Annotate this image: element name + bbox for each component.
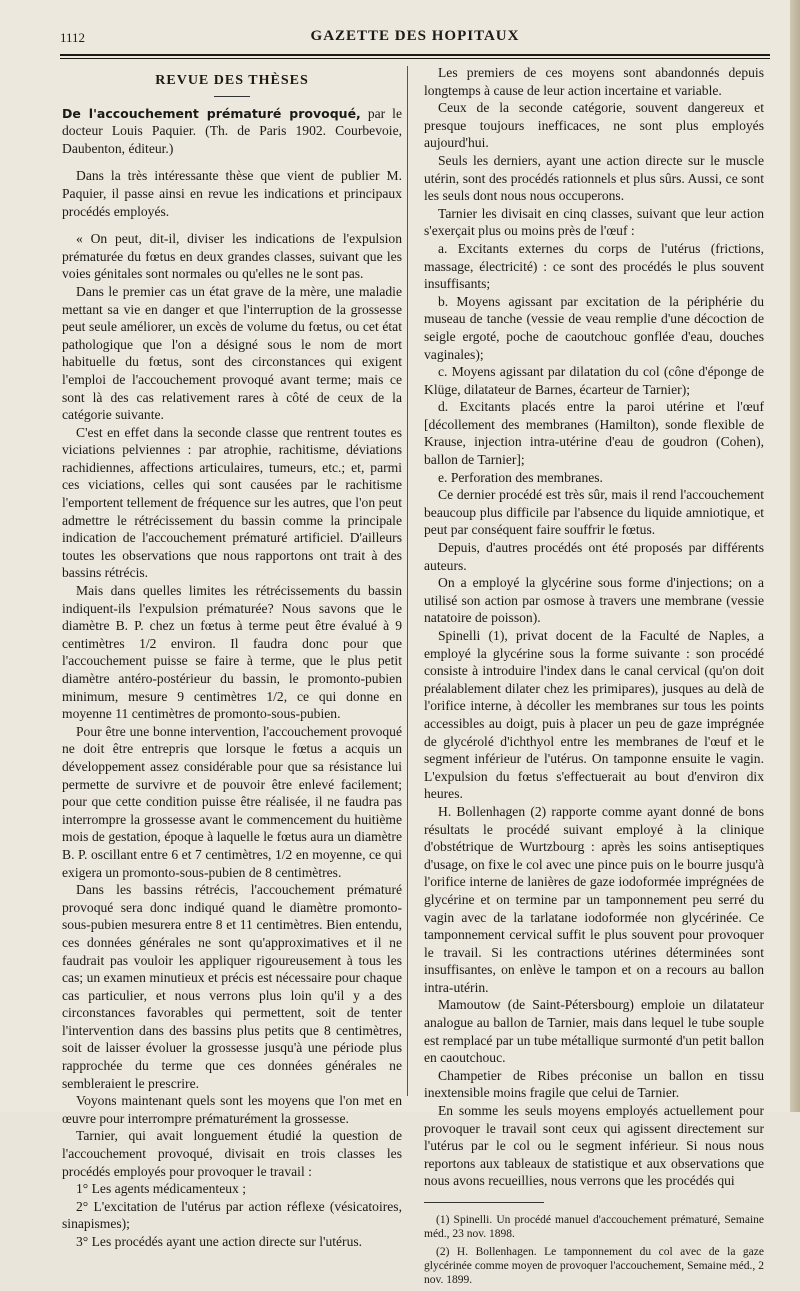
paragraph: En somme les seuls moyens employés actuellement pour provoquer le travail sont ceux qui agissent directement sur l'utérus par le col ou le segment inférieur. Si nous nous reportons aux tableaux de statistique et aux observations que nous avons recueillies, nous verrons que les procédés qui xyxy=(424,1103,764,1189)
paragraph: Pour être une bonne intervention, l'accouchement provoqué ne doit être entrepris que lorsque le fœtus a acquis un développement assez considérable pour que sa résistance lui permette de survivre et de pouvoir être enlevé facilement; pour que cette condition puisse être réalisée, il ne faudra pas interrompre la grossesse avant le commencement du huitième mois de gestation, époque à laquelle le fœtus aura un diamètre B. P. oscillant entre 6 et 7 centimètres, 1/2 en moyenne, ce qui exigera un promonto-sous-pubien de 8 centimètres. xyxy=(62,723,402,880)
page-number: 1112 xyxy=(60,30,86,45)
list-item: 1° Les agents médicamenteux ; xyxy=(76,1181,247,1197)
right-column xyxy=(424,64,764,1291)
journal-title: GAZETTE DES HOPITAUX xyxy=(310,28,520,44)
paragraph: Depuis, d'autres procédés ont été proposés par différents auteurs. xyxy=(424,540,764,573)
reference-title: De l'accouchement prématuré provoqué, xyxy=(62,105,361,121)
paragraph: Dans la très intéressante thèse que vient de publier M. Paquier, il passe ainsi en revue les indications et principaux procédés employés. xyxy=(62,168,402,219)
paragraph: Ce dernier procédé est très sûr, mais il rend l'accouchement beaucoup plus difficile par l'absence du liquide amniotique, et peut par conséquent faire souffrir le fœtus. xyxy=(424,487,764,538)
list-item: a. Excitants externes du corps de l'utérus (frictions, massage, électricité) : ce sont des procédés le plus souvent insuffisants; xyxy=(424,240,764,292)
page-edge xyxy=(790,0,800,1112)
paragraph: Ceux de la seconde catégorie, souvent dangereux et presque toujours inefficaces, ne sont plus employés aujourd'hui. xyxy=(424,100,764,151)
footnote: (1) Spinelli. Un procédé manuel d'accouchement prématuré, Semaine méd., 23 nov. 1898. xyxy=(424,1214,764,1240)
paragraph: Dans les bassins rétrécis, l'accouchement prématuré provoqué sera donc indiqué quand le diamètre promonto-sous-pubien mesurera entre 8 et 11 centimètres. Bien entendu, ces données générales ne sont qu'approximatives et il ne faudrait pas vouloir les appliquer rigoureusement à tous les cas; un examen minutieux et précis est nécessaire pour chaque cas particulier, et nous verrons plus loin qu'il y a des circonstances favorables qui permettent, soit de tenter l'intervention dans des bassins plus petits que 8 centimètres, soit de laisser évoluer la grossesse jusqu'à une période plus rapprochée du terme que ces données générales ne sembleraient le prescrire. xyxy=(62,882,402,1091)
paragraph: Seuls les derniers, ayant une action directe sur le muscle utérin, sont des procédés rationnels et plus sûrs. Aussi, ce sont les seuls dont nous nous occuperons. xyxy=(424,152,764,204)
list-item: 3° Les procédés ayant une action directe sur l'utérus. xyxy=(76,1234,363,1249)
paragraph: Les premiers de ces moyens sont abandonnés depuis longtemps à cause de leur action incertaine et variable. xyxy=(424,65,764,98)
left-column xyxy=(62,64,402,1251)
title-divider xyxy=(214,96,250,97)
paragraph: Dans le premier cas un état grave de la mère, une maladie mettant sa vie en danger et que l'interruption de la grossesse peut seule améliorer, un excès de volume du fœtus, ou cet état pathologique que l'on a désigné sous le nom de mort habituelle du fœtus, sont des circonstances qui exigent l'emploi de l'accouchement provoqué avant terme; mais ce sont là des cas relativement rares à côté de ceux de la catégorie suivante. xyxy=(62,283,402,423)
list-item: b. Moyens agissant par excitation de la périphérie du museau de tanche (vessie de veau remplie d'une décoction de seigle ergoté, poche de caoutchouc gonflée d'eau, douches vaginales); xyxy=(424,293,764,362)
paragraph: « On peut, dit-il, diviser les indications de l'expulsion prématurée du fœtus en deux grandes classes, suivant que les voies génitales sont normales ou qu'elles ne le sont pas. xyxy=(62,231,402,282)
paragraph: H. Bollenhagen (2) rapporte comme ayant donné de bons résultats le procédé suivant employé à la clinique d'obstétrique de Wurtzbourg : après les soins antiseptiques d'usage, on fixe le col avec une pince puis on le bourre jusqu'à l'orifice interne de lanières de gaze iodoformée imprégnées de glycérine et on termine par un tamponnement peu serré du vagin avec de la tarlatane iodoformée non glycérinée. Ce tamponnement cervical suffit le plus souvent pour provoquer le travail. Si les contractions utérines déterminées sont insuffisantes, on enlève le tampon et on a recours au ballon intra-utérin. xyxy=(424,803,764,995)
section-title: REVUE DES THÈSES xyxy=(155,73,309,88)
list-item: c. Moyens agissant par dilatation du col (cône d'éponge de Klüge, dilatateur de Barnes, écarteur de Tarnier); xyxy=(424,364,764,397)
page-header xyxy=(60,30,770,52)
reference-details: par le docteur Louis Paquier. (Th. de Paris 1902. Courbevoie, Daubenton, éditeur.) xyxy=(62,105,402,156)
paragraph: Champetier de Ribes préconise un ballon en tissu inextensible moins fragile que celui de Tarnier. xyxy=(424,1067,764,1101)
paragraph: On a employé la glycérine sous forme d'injections; on a utilisé son action par osmose à travers une membrane (vessie natatoire de poisson). xyxy=(424,575,764,626)
list-item: 2° L'excitation de l'utérus par action réflexe (vésicatoires, sinapismes); xyxy=(62,1198,402,1232)
thesis-reference xyxy=(62,105,402,158)
paragraph: Tarnier les divisait en cinq classes, suivant que leur action s'exerçait plus ou moins près de l'œuf : xyxy=(424,205,764,239)
header-rule xyxy=(60,54,770,56)
header-rule-thin xyxy=(60,58,770,59)
list-item: e. Perforation des membranes. xyxy=(438,469,603,485)
column-divider xyxy=(407,66,408,1096)
list-item: d. Excitants placés entre la paroi utérine et l'œuf [décollement des membranes (Hamilton), sonde flexible de Krause, injection intra-utérine d'eau de goudron (Cohen), ballon de Tarnier]; xyxy=(424,399,764,468)
paragraph: Mais dans quelles limites les rétrécissements du bassin indiquent-ils l'expulsion prématurée? Nous savons que le diamètre B. P. chez un fœtus à terme peut être évalué à 9 centimètres 1/2 environ. Il faudra donc pour que l'accouchement puisse se faire à terme, que le plus petit diamètre antéro-postérieur du bassin, le promonto-pubien minimum, mesure 9 centimètres 1/2, ce qui donne en moyenne 11 centimètres de promonto-sous-pubien. xyxy=(62,583,402,722)
paragraph: Mamoutow (de Saint-Pétersbourg) emploie un dilatateur analogue au ballon de Tarnier, mais dans lequel le tube souple est remplacé par un tube métallique surmonté d'un petit ballon en caoutchouc. xyxy=(424,997,764,1066)
footnote: (2) H. Bollenhagen. Le tamponnement du col avec de la gaze glycérinée comme moyen de provoquer l'accouchement, Semaine méd., 2 nov. 1899. xyxy=(424,1246,764,1286)
paragraph: Spinelli (1), privat docent de la Faculté de Naples, a employé la glycérine sous la forme suivante : son procédé consiste à introduire l'index dans le canal cervical (qu'on doit préalablement dilater chez les primipares), jusques au delà de l'orifice interne, à décoller les membranes sur tous les points accessibles au doigt, puis à placer un peu de gaze imprégnée de glycérolé d'ichthyol entre les membranes de l'œuf et le segment inférieur de l'utérus. On tamponne ensuite le vagin. L'expulsion du fœtus s'effectuerait au bout d'environ dix heures. xyxy=(424,628,764,802)
footnote-divider xyxy=(424,1202,544,1203)
paragraph: Voyons maintenant quels sont les moyens que l'on met en œuvre pour interrompre prématurément la grossesse. xyxy=(62,1093,402,1126)
paragraph: C'est en effet dans la seconde classe que rentrent toutes es viciations pelviennes : par atrophie, rachitisme, déviations rachidiennes, affections articulaires, tumeurs, etc.; et, parmi ces viciations, celles qui sont causées par le rachitisme l'emportent tellement de fréquence sur les autres, que l'on peut admettre le rétrécissement du bassin comme la principale indication de l'accouchement prématuré artificiel. D'ailleurs toutes les observations que nous rapportons ont trait à des bassins rétrécis. xyxy=(62,424,402,581)
paragraph: Tarnier, qui avait longuement étudié la question de l'accouchement provoqué, divisait en trois classes les procédés employés pour provoquer le travail : xyxy=(62,1128,402,1179)
